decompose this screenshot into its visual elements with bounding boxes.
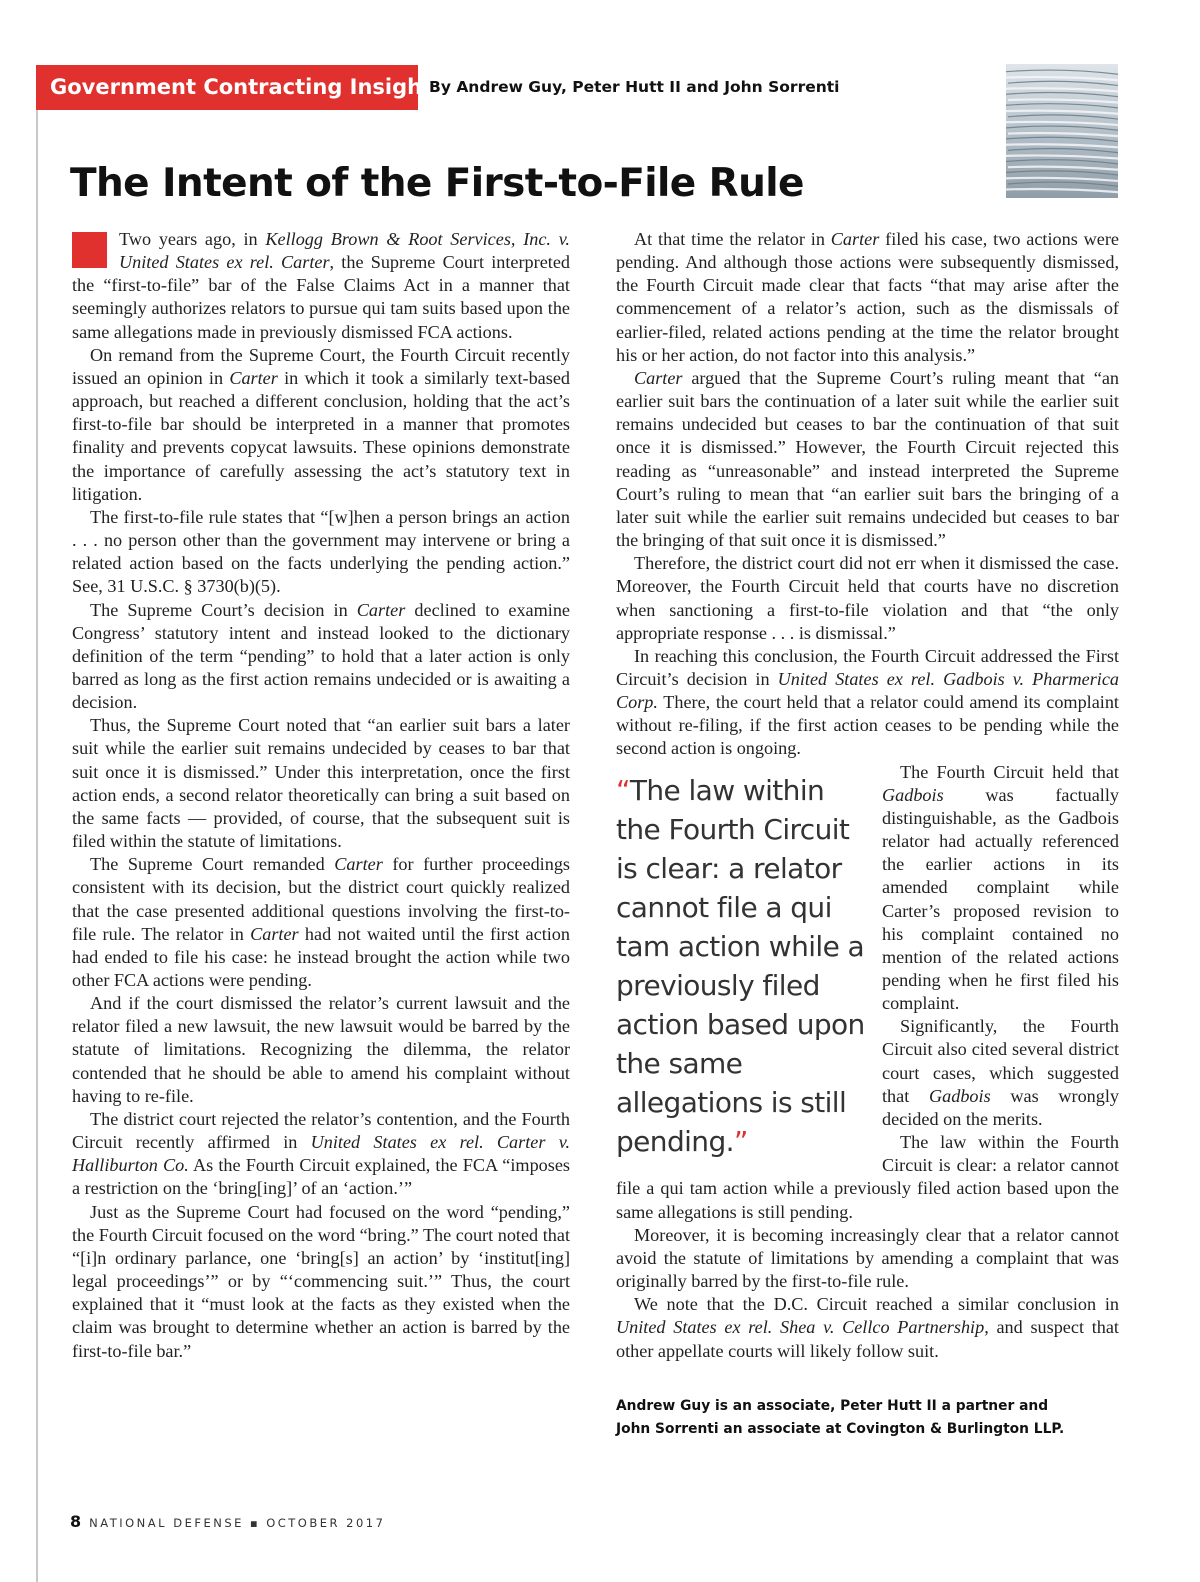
- paragraph: [72, 1108, 570, 1201]
- paragraph: [72, 506, 570, 599]
- text-run: There, the court held that a relator could amend its complaint without re-filing, if the first action ceases to be pending while the second action is ongoing.: [616, 692, 1119, 759]
- paper-sheet: [1006, 88, 1118, 92]
- paper-sheet: [1006, 104, 1118, 109]
- text-run: We note that the D.C. Circuit reached a similar conclusion in: [634, 1294, 1119, 1315]
- left-column: [72, 228, 570, 1363]
- article-title: The Intent of the First-to-File Rule: [70, 161, 804, 206]
- paragraph: [72, 344, 570, 506]
- text-run: The district court rejected the relator’s contention, and the Fourth Circuit recently affirmed in: [72, 1108, 570, 1153]
- pull-quote-close-mark: ”: [733, 1124, 748, 1158]
- text-run: for further proceedings consistent with its decision, but the district court quickly realized that the case presented additional questions involving the first-to-file rule. The relator in: [72, 854, 570, 944]
- paragraph: [616, 367, 1119, 552]
- paper-sheet: [1006, 144, 1118, 148]
- text-run: was wrongly decided on the merits.: [882, 1085, 1119, 1129]
- paper-sheet: [1006, 189, 1118, 193]
- paper-sheet: [1006, 137, 1118, 142]
- case-name: Kellogg Brown & Root Services, Inc. v. United States ex rel. Carter: [119, 229, 570, 273]
- text-run: In reaching this conclusion, the Fourth Circuit addressed the First Circuit’s decision in: [616, 645, 1119, 689]
- page-footer: [70, 1512, 385, 1531]
- paragraph: [72, 853, 570, 992]
- text-run: , the Supreme Court interpreted the “first-to-file” bar of the False Claims Act in a manner that seemingly authorizes relators to pursue qui tam suits based upon the same allegations made in previously dismissed FCA actions.: [72, 252, 570, 342]
- case-name: Carter: [229, 367, 278, 388]
- right-column: [616, 228, 1119, 1441]
- author-note: [616, 1395, 1119, 1441]
- paper-sheet: [1006, 122, 1118, 126]
- case-name: United States ex rel. Gadbois v. Pharmerica Corp.: [616, 668, 1120, 713]
- text-run: Just as the Supreme Court had focused on the word “pending,” the Fourth Circuit focused on the word “bring.” The court noted that “[i]n ordinary parlance, one ‘bring[s] an action’ by ‘institut[ing] legal proceedings’” or by “‘commencing suit.’” Thus, the court explained that it “must look at the facts as they existed when the claim was brought to determine whether an action is barred by the first-to-file bar.”: [72, 1201, 570, 1361]
- case-name: Carter: [356, 599, 406, 620]
- text-run: Significantly, the Fourth Circuit also cited several district court cases, which suggested that: [882, 1016, 1119, 1106]
- paper-sheet: [1008, 182, 1118, 187]
- paper-sheet: [1008, 133, 1118, 137]
- paragraph: [72, 228, 570, 344]
- case-name: Carter: [830, 229, 880, 249]
- page-margin-rule: [36, 108, 38, 1582]
- text-run: had not waited until the first action had ended to file his case: he instead brought the action while two other FCA actions were pending.: [72, 923, 570, 990]
- paragraph: [72, 992, 570, 1108]
- paper-sheet: [1006, 77, 1118, 81]
- case-name: United States ex rel. Carter v. Halliburton Co.: [72, 1132, 570, 1176]
- text-run: The Supreme Court’s decision in: [90, 599, 357, 620]
- paper-sheet: [1006, 155, 1118, 159]
- author-note-line-2: John Sorrenti an associate at Covington & Burlington LLP.: [616, 1420, 1065, 1437]
- footer-separator: ▪: [249, 1516, 261, 1530]
- pull-quote-text: The law within the Fourth Circuit is clear: a relator cannot file a qui tam action while a previously filed action based upon the same allegations is still pending.: [616, 773, 865, 1158]
- left-column-body: [72, 228, 570, 1363]
- paragraph: [72, 714, 570, 853]
- author-note-line-1: Andrew Guy is an associate, Peter Hutt II a partner and: [616, 1397, 1049, 1414]
- page-number: 8: [70, 1512, 82, 1531]
- paragraph: [616, 228, 1119, 367]
- case-name: Carter: [634, 367, 683, 388]
- paper-sheet: [1006, 70, 1118, 75]
- paper-sheet: [1006, 111, 1118, 115]
- text-run: On remand from the Supreme Court, the Fourth Circuit recently issued an opinion in: [72, 344, 570, 388]
- section-banner: [36, 65, 445, 110]
- section-label: Government Contracting Insights: [50, 75, 445, 99]
- paper-sheet: [1008, 99, 1118, 103]
- text-run: in which it took a similarly text-based approach, but reached a different conclusion, holding that the act’s first-to-file bar should be interpreted in a manner that promotes finality and prevents copycat lawsuits. These opinions demonstrate the importance of carefully assessing the act’s statutory text in litigation.: [72, 367, 570, 504]
- paragraph: [616, 645, 1119, 761]
- text-run: As the Fourth Circuit explained, the FCA “imposes a restriction on the ‘bring[ing]’ of an ‘action.’”: [72, 1155, 570, 1199]
- paper-stack-icon: [1006, 64, 1118, 198]
- text-run: The Fourth Circuit held that: [900, 761, 1119, 782]
- paper-sheet: [1008, 148, 1118, 153]
- paper-sheet: [1008, 115, 1118, 120]
- text-run: The first-to-file rule states that “[w]hen a person brings an action . . . no person other than the government may intervene or bring a related action based on the facts underlying the pending action.” See, 31 U.S.C. § 3730(b)(5).: [72, 506, 570, 597]
- issue-date: OCTOBER 2017: [266, 1516, 386, 1530]
- text-run: The law within the Fourth Circuit is clear: a relator cannot file a qui tam action while a previously filed action based upon the same allegations is still pending.: [616, 1132, 1119, 1222]
- text-run: Two years ago, in: [119, 229, 266, 249]
- paper-sheet: [1006, 126, 1118, 131]
- case-name: Gadbois: [929, 1085, 991, 1106]
- text-run: , and suspect that other appellate courts will likely follow suit.: [616, 1317, 1119, 1361]
- text-run: declined to examine Congress’ statutory intent and instead looked to the dictionary definition of the term “pending” to hold that a later action is only barred as long as the first action remains undecided or is awaiting a decision.: [72, 599, 570, 713]
- paragraph: [72, 1201, 570, 1363]
- text-run: Thus, the Supreme Court noted that “an earlier suit bars a later suit while the earlier suit remains undecided by ceases to bar that suit once it is dismissed.” Under this interpretation, once the first action ends, a second relator theoretically can bring a suit based on the same facts — provided, of course, that the subsequent suit is filed within the statute of limitations.: [72, 715, 570, 852]
- case-name: United States ex rel. Shea v. Cellco Partnership: [616, 1317, 985, 1338]
- publication-name: NATIONAL DEFENSE: [89, 1516, 244, 1530]
- text-run: filed his case, two actions were pending. And although those actions were subsequently dismissed, the Fourth Circuit made clear that facts “that may arise after the commencement of a relator’s action, such as the dismissals of earlier-filed, related actions pending at the time the relator brought his or her action, do not factor into this analysis.”: [616, 229, 1119, 365]
- paper-stack-image: [1006, 64, 1118, 198]
- paper-sheet: [1006, 92, 1118, 97]
- paper-sheet: [1006, 171, 1118, 176]
- text-run: And if the court dismissed the relator’s current lawsuit and the relator filed a new lawsuit, the new lawsuit would be barred by the statute of limitations. Recognizing the dilemma, the relator contended that he should be able to amend his complaint without having to re-file.: [72, 993, 570, 1106]
- paper-sheet: [1008, 167, 1118, 171]
- text-run: Moreover, it is becoming increasingly clear that a relator cannot avoid the statute of limitations by amending a complaint that was originally barred by the first-to-file rule.: [616, 1224, 1119, 1292]
- case-name: Gadbois: [882, 784, 944, 805]
- text-run: argued that the Supreme Court’s ruling meant that “an earlier suit bars the continuation of a later suit while the earlier suit remains undecided but ceases to bar the continuation of that suit once it is dismissed.” However, the Fourth Circuit rejected this reading as “unreasonable” and instead interpreted the Supreme Court’s ruling to mean that “an earlier suit bars the bringing of a later suit while the earlier suit remains undecided but ceases to bar the bringing of that suit once it is dismissed.”: [616, 367, 1119, 551]
- paragraph: [616, 552, 1119, 645]
- case-name: Carter: [250, 923, 299, 944]
- paragraph: [72, 599, 570, 715]
- paragraph: [616, 1224, 1119, 1293]
- drop-cap-square-icon: [72, 232, 107, 268]
- pull-quote: [616, 771, 866, 1161]
- paper-sheet: [1006, 160, 1118, 165]
- case-name: Carter: [334, 854, 383, 875]
- text-run: The Supreme Court remanded: [90, 854, 335, 875]
- paper-sheet: [1006, 178, 1118, 182]
- text-run: was factually distinguishable, as the Gadbois relator had actually referenced the earlier actions in its amended complaint while Carter’s proposed revision to his complaint contained no mention of the related actions pending when he first filed his complaint.: [882, 784, 1119, 1014]
- text-run: Therefore, the district court did not err when it dismissed the case. Moreover, the Fourth Circuit held that courts have no discretion when sanctioning a first-to-file violation and that “the only appropriate response . . . is dismissal.”: [616, 553, 1119, 643]
- text-run: At that time the relator in: [634, 229, 831, 249]
- paragraph: [616, 1293, 1119, 1362]
- right-column-body-top: [616, 228, 1119, 761]
- pull-quote-open-mark: “: [616, 773, 630, 807]
- paper-sheet: [1008, 81, 1118, 86]
- byline: By Andrew Guy, Peter Hutt II and John Sorrenti: [429, 78, 840, 96]
